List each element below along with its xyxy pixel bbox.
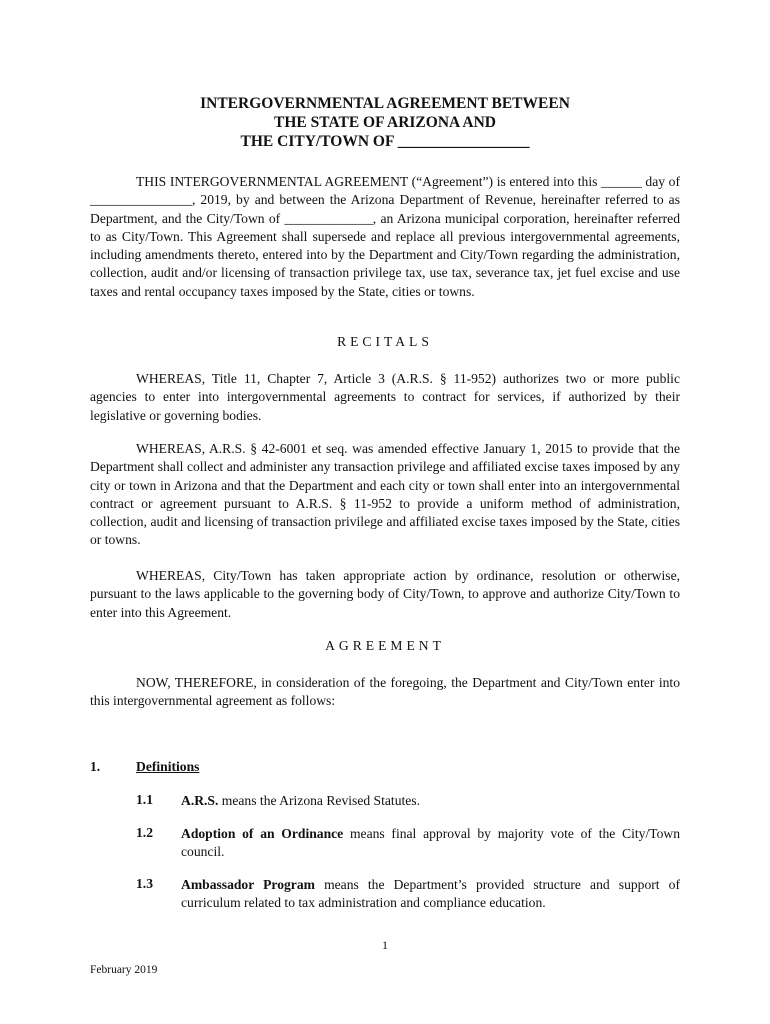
definition-1-3-number: 1.3 [136,876,153,891]
agreement-heading: AGREEMENT [325,638,445,653]
definition-term: Ambassador Program [181,877,315,892]
intro-text: THIS INTERGOVERNMENTAL AGREEMENT (“Agreement”) is entered into this ______ day of _______________, 2019, by and between the Arizona Department of Revenue, hereinafter referred to as Department, and the City/Town of _____________, an Arizona municipal corporation, hereinafter referred to as City/Town. This Agreement shall supersede and replace all previous intergovernmental agreements, including amendments thereto, entered into by the Department and City/Town regarding the administration, collection, audit and/or licensing of transaction privilege tax, use tax, severance tax, jet fuel excise and use taxes and rental occupancy taxes imposed by the State, cities or towns. [90,174,680,299]
title-line-3: THE CITY/TOWN OF _________________ [240,133,530,150]
definition-1-1-number: 1.1 [136,792,153,807]
recital-1-text: WHEREAS, Title 11, Chapter 7, Article 3 (A.R.S. § 11-952) authorizes two or more public agencies to enter into intergovernmental agreements to contract for services, if authorized by their legislative or governing bodies. [90,371,680,423]
recital-3 [90,567,680,622]
definition-text: means the Department’s provided structure and support of curriculum related to tax administration and compliance education. [181,877,680,911]
document-title [90,94,680,151]
definition-1-2 [181,825,680,862]
definition-term: A.R.S. [181,793,219,808]
definition-1-2-number: 1.2 [136,825,153,840]
page-number: 1 [382,938,388,952]
definition-1-1 [181,792,680,810]
recital-1 [90,370,680,425]
agreement-text: NOW, THEREFORE, in consideration of the foregoing, the Department and City/Town enter into this intergovernmental agreement as follows: [90,675,680,709]
recital-2-text: WHEREAS, A.R.S. § 42-6001 et seq. was amended effective January 1, 2015 to provide that the Department shall collect and administer any transaction privilege and affiliated excise taxes imposed by any city or town in Arizona and that the Department and each city or town shall enter into an intergovernmental contract or agreement pursuant to A.R.S. § 11-952 to provide a uniform method of administration, collection, audit and licensing of transaction privilege and affiliated excise taxes imposed by the State, cities or towns. [90,441,680,548]
recital-2 [90,440,680,550]
recital-3-text: WHEREAS, City/Town has taken appropriate action by ordinance, resolution or otherwise, pursuant to the laws applicable to the governing body of City/Town, to approve and authorize City/Town to enter into this Agreement. [90,568,680,620]
definition-text: means the Arizona Revised Statutes. [218,793,420,808]
definition-term: Adoption of an Ordinance [181,826,344,841]
title-line-1: INTERGOVERNMENTAL AGREEMENT BETWEEN [200,95,570,112]
recitals-heading: RECITALS [337,334,433,349]
intro-paragraph [90,173,680,301]
section-1-title: Definitions [136,759,200,774]
footer-date: February 2019 [90,964,158,976]
agreement-paragraph [90,674,680,711]
title-line-2: THE STATE OF ARIZONA AND [274,114,496,131]
section-1-number: 1. [90,759,101,774]
definition-text: means final approval by majority vote of the City/Town council. [181,826,680,860]
definition-1-3 [181,876,680,913]
